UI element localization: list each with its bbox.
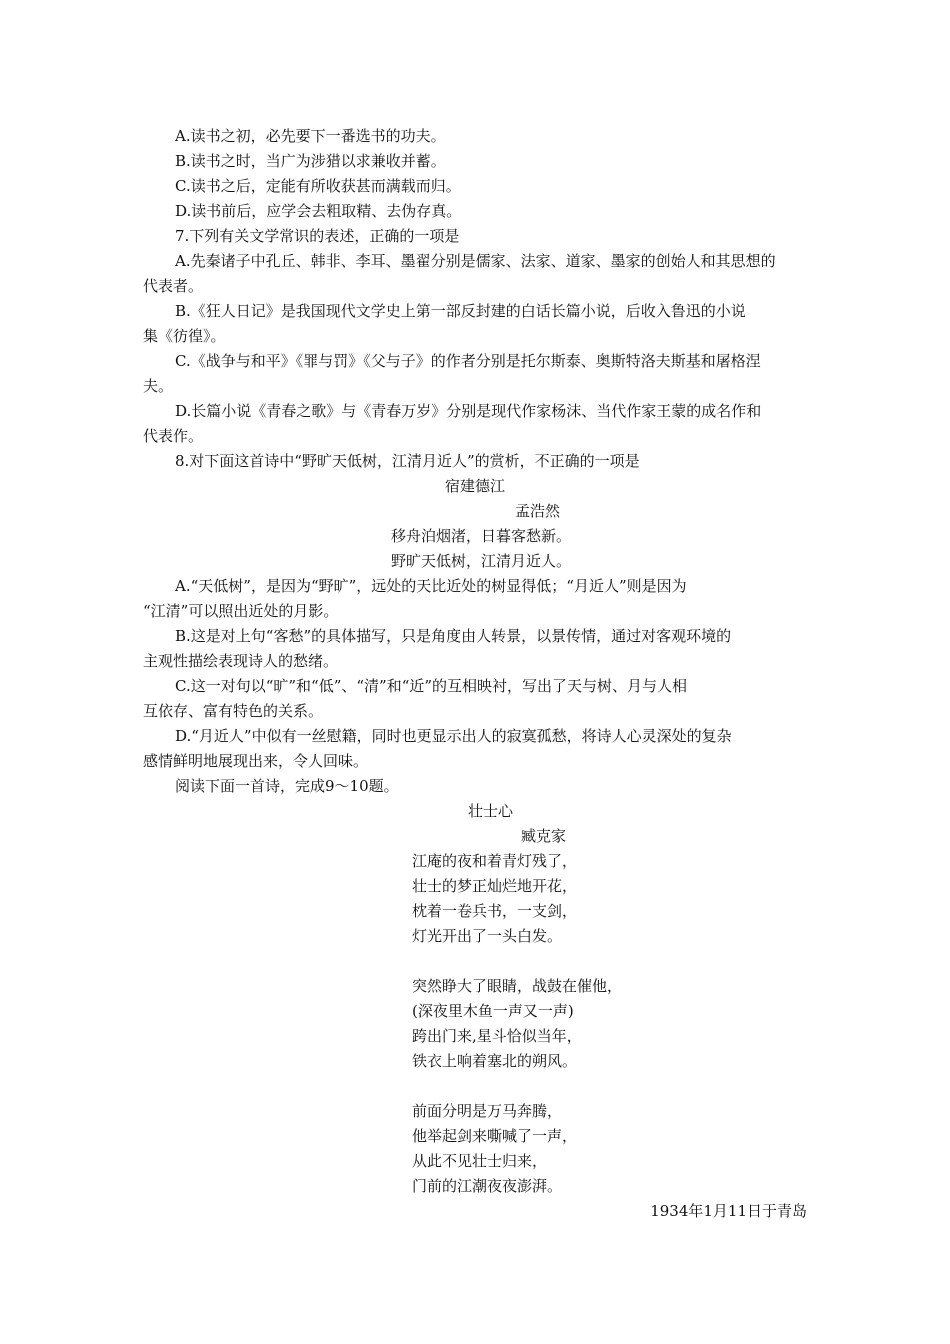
poem-line: 突然睁大了眼睛，战鼓在催他， — [412, 977, 623, 995]
q6-option-c: C.读书之后，定能有所收获甚而满载而归。 — [175, 177, 461, 195]
q7-option-d-line2: 代表作。 — [143, 427, 204, 445]
q8-option-c-line2: 互依存、富有特色的关系。 — [143, 702, 324, 720]
reading-poem-title: 壮士心 — [468, 802, 514, 820]
q7-option-c-line2: 夫。 — [143, 377, 174, 395]
poem-line: 他举起剑来嘶喊了一声， — [412, 1127, 578, 1145]
q8-option-c-line1: C.这一对句以“旷”和“低”、“清”和“近”的互相映衬，写出了天与树、月与人相 — [175, 677, 688, 695]
reading-intro: 阅读下面一首诗，完成9～10题。 — [175, 777, 399, 795]
q6-option-d: D.读书前后，应学会去粗取精、去伪存真。 — [175, 202, 462, 220]
poem-line: 门前的江潮夜夜澎湃。 — [412, 1177, 563, 1195]
poem-line: 灯光开出了一头白发。 — [412, 927, 563, 945]
q8-option-b-line1: B.这是对上句“客愁”的具体描写，只是角度由人转景，以景传情，通过对客观环境的 — [175, 627, 732, 645]
q8-option-d-line1: D.“月近人”中似有一丝慰籍，同时也更显示出人的寂寞孤愁，将诗人心灵深处的复杂 — [175, 727, 732, 745]
q8-option-d-line2: 感情鲜明地展现出来，令人回味。 — [143, 752, 369, 770]
poem-line: (深夜里木鱼一声又一声) — [412, 1002, 574, 1020]
q8-option-a-line1: A.“天低树”，是因为“野旷”，远处的天比近处的树显得低；“月近人”则是因为 — [175, 577, 687, 595]
q7-option-d-line1: D.长篇小说《青春之歌》与《青春万岁》分别是现代作家杨沫、当代作家王蒙的成名作和 — [175, 402, 762, 420]
q8-poem-author: 孟浩然 — [515, 502, 561, 520]
q8-poem-line: 野旷天低树，江清月近人。 — [391, 552, 572, 570]
q8-poem-title: 宿建德江 — [445, 477, 506, 495]
reading-poem-author: 臧克家 — [521, 827, 567, 845]
q8-poem-line: 移舟泊烟渚，日暮客愁新。 — [391, 527, 572, 545]
q8-stem: 8.对下面这首诗中“野旷天低树，江清月近人”的赏析，不正确的一项是 — [175, 452, 640, 470]
q7-option-b-line2: 集《彷徨》。 — [143, 327, 226, 345]
q6-option-b: B.读书之时，当广为涉猎以求兼收并蓄。 — [175, 152, 446, 170]
poem-line: 铁衣上响着塞北的朔风。 — [412, 1052, 578, 1070]
poem-line: 枕着一卷兵书，一支剑， — [412, 902, 578, 920]
poem-date-line: 1934年1月11日于青岛 — [650, 1202, 807, 1220]
q7-stem: 7.下列有关文学常识的表述，正确的一项是 — [175, 227, 460, 245]
q8-option-a-line2: “江清”可以照出近处的月影。 — [143, 602, 339, 620]
poem-line: 跨出门来,星斗恰似当年， — [412, 1027, 582, 1045]
q6-option-a: A.读书之初，必先要下一番选书的功夫。 — [175, 127, 446, 145]
q8-option-b-line2: 主观性描绘表现诗人的愁绪。 — [143, 652, 339, 670]
q7-option-a-line2: 代表者。 — [143, 277, 204, 295]
poem-line: 江庵的夜和着青灯残了， — [412, 852, 578, 870]
q7-option-a-line1: A.先秦诸子中孔丘、韩非、李耳、墨翟分别是儒家、法家、道家、墨家的创始人和其思想的 — [175, 252, 776, 270]
q7-option-c-line1: C.《战争与和平》《罪与罚》《父与子》的作者分别是托尔斯泰、奥斯特洛夫斯基和屠格涅 — [175, 352, 761, 370]
poem-line: 壮士的梦正灿烂地开花， — [412, 877, 578, 895]
poem-line: 前面分明是万马奔腾， — [412, 1102, 563, 1120]
q7-option-b-line1: B.《狂人日记》是我国现代文学史上第一部反封建的白话长篇小说，后收入鲁迅的小说 — [175, 302, 746, 320]
poem-line: 从此不见壮士归来， — [412, 1152, 548, 1170]
